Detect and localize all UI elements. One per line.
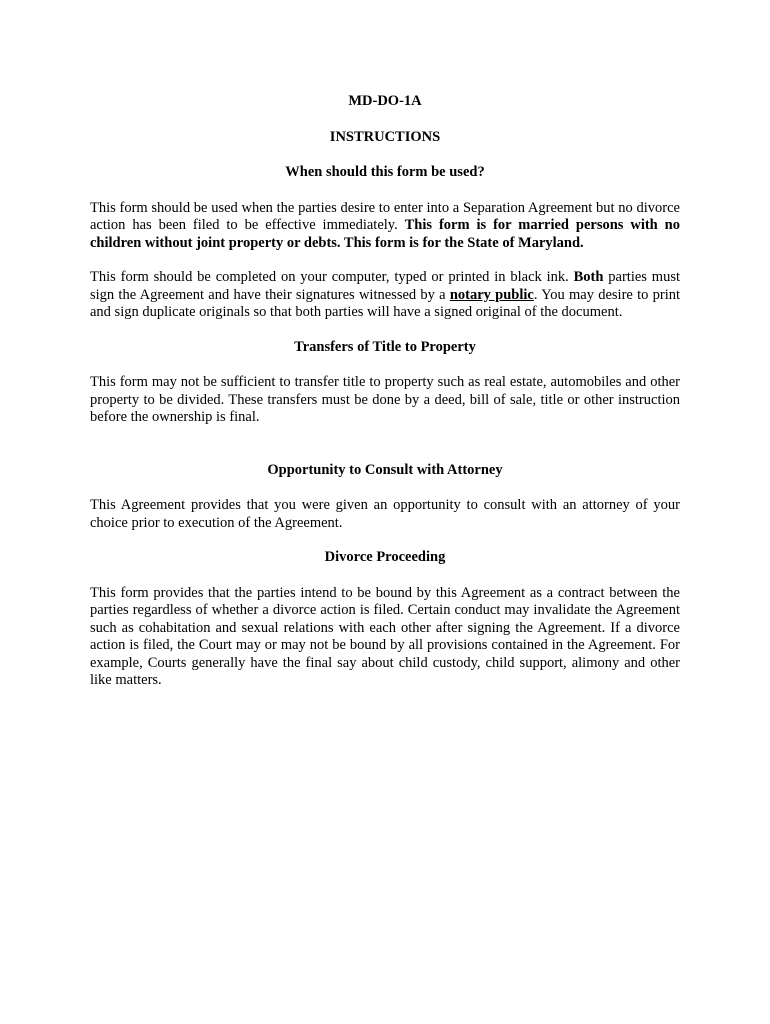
section-heading-consult: Opportunity to Consult with Attorney <box>267 461 503 478</box>
paragraph-when-usage <box>90 200 680 253</box>
paragraph-completion <box>90 269 680 322</box>
paragraph-consult: This Agreement provides that you were given an opportunity to consult with an attorney of your choice prior to execution of the Agreement. <box>90 497 680 531</box>
paragraph-text: parties must sign the Agreement and have their signatures witnessed by a <box>90 269 680 303</box>
paragraph-text: This form should be used when the parties desire to enter into a Separation Agreement but no divorce action has been filed to be effective immediately. <box>90 199 680 233</box>
document-title: INSTRUCTIONS <box>329 128 441 145</box>
paragraph-text: . You may desire to print and sign duplicate originals so that both parties will have a signed original of the document. <box>90 286 681 320</box>
paragraph-text: This form should be completed on your computer, typed or printed in black ink. <box>90 269 574 285</box>
paragraph-divorce: This form provides that the parties intend to be bound by this Agreement as a contract between the parties regardless of whether a divorce action is filed. Certain conduct may invalidate the Agreement such as cohabitation and sexual relations with each other after signing the Agreement. If a divorce action is filed, the Court may or may not be bound by all provisions contained in the Agreement. For example, Courts generally have the final say about child custody, child support, alimony and other like matters. <box>90 584 680 688</box>
section-heading-divorce: Divorce Proceeding <box>324 549 446 565</box>
bold-eligibility-text: This form is for married persons with no children without joint property or debts. This form is for the State of Maryland. <box>90 217 680 251</box>
section-heading-when: When should this form be used? <box>285 164 485 180</box>
form-code: MD-DO-1A <box>348 93 422 109</box>
bold-both-text: Both <box>573 269 604 285</box>
notary-public-text: notary public <box>449 286 534 303</box>
document-page <box>90 93 680 690</box>
paragraph-transfers: This form may not be sufficient to transfer title to property such as real estate, automobiles and other property to be divided. These transfers must be done by a deed, bill of sale, title or other instruction before the ownership is final. <box>90 374 680 425</box>
section-heading-transfers: Transfers of Title to Property <box>294 338 476 355</box>
